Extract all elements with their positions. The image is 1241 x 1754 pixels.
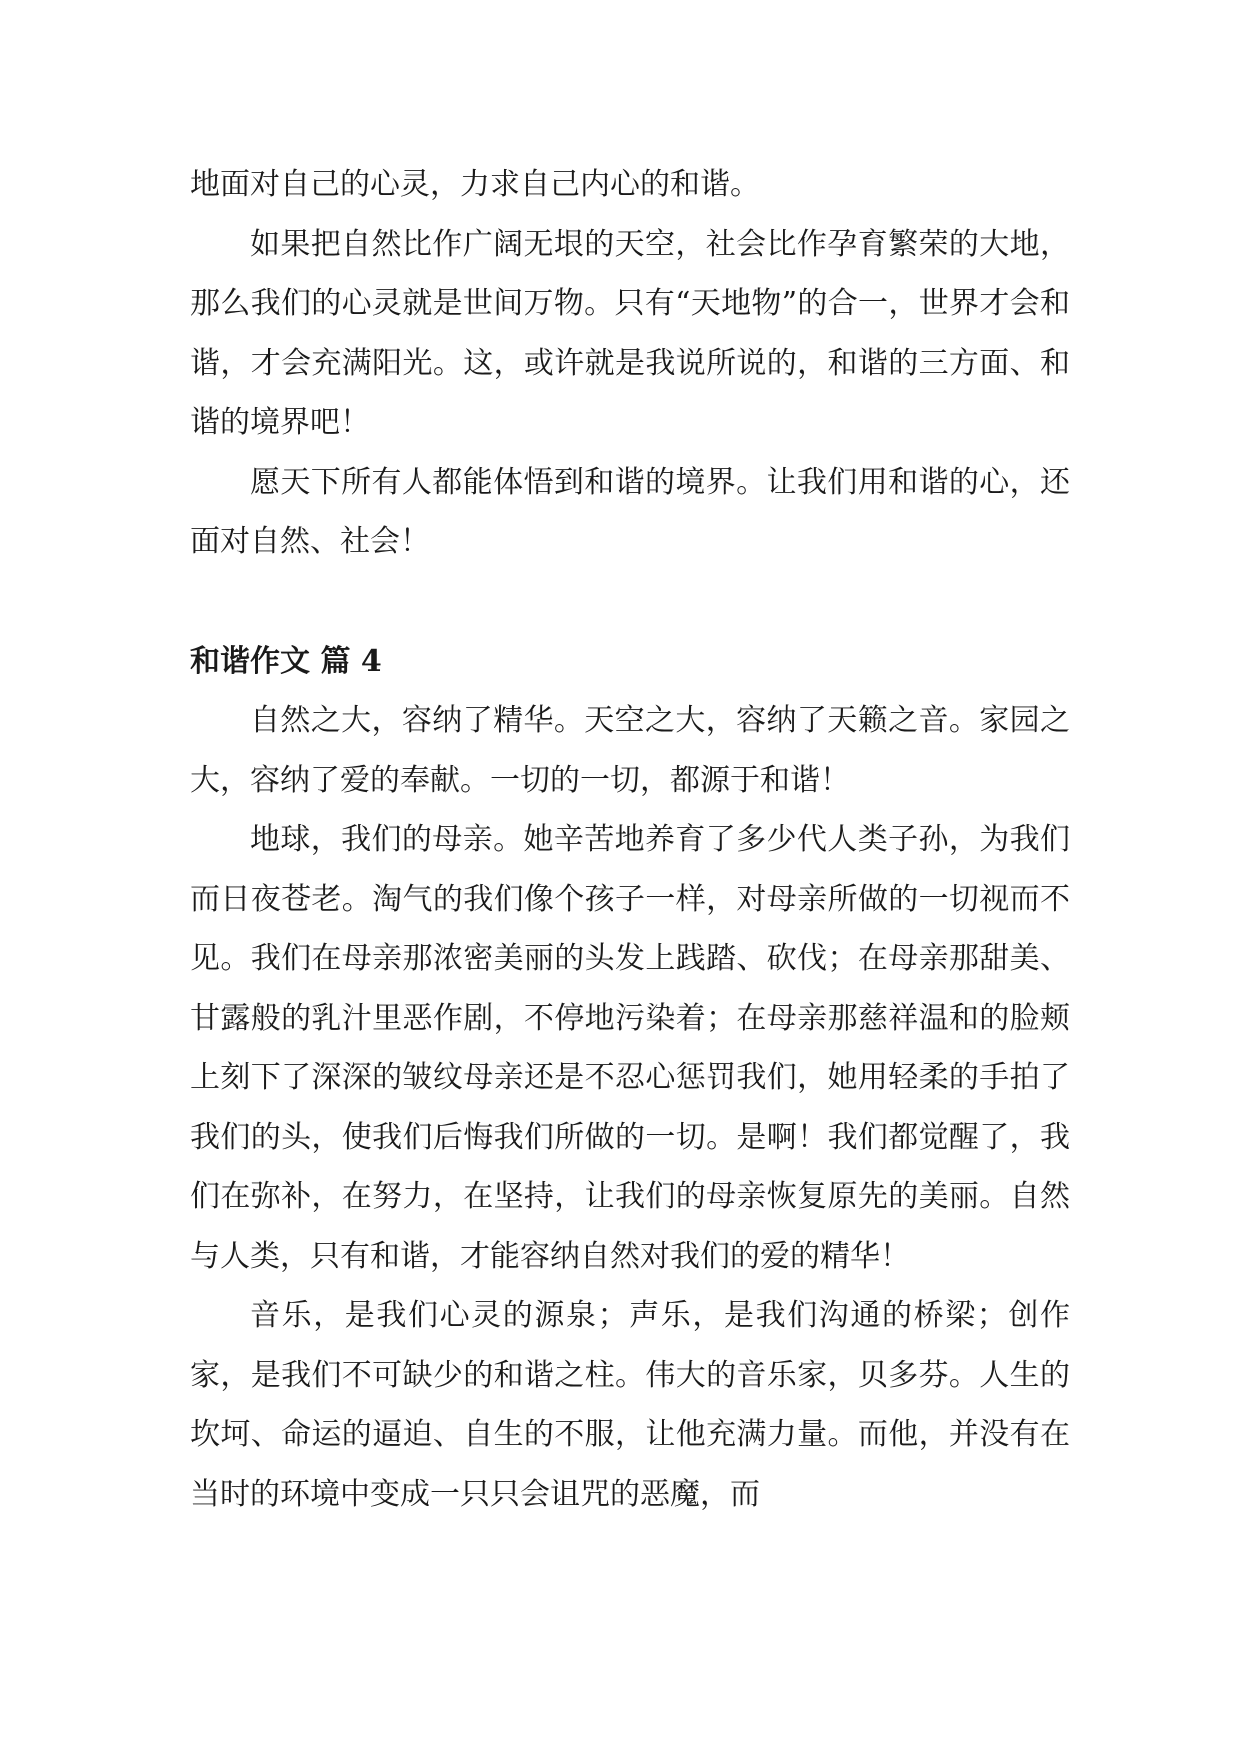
paragraph-wish: 愿天下所有人都能体悟到和谐的境界。让我们用和谐的心，还面对自然、社会！: [190, 464, 1070, 559]
section-heading: 和谐作文 篇 4: [190, 643, 382, 679]
paragraph-earth-mother: 地球，我们的母亲。她辛苦地养育了多少代人类子孙，为我们而日夜苍老。淘气的我们像个孩子一样，对母亲所做的一切视而不见。我们在母亲那浓密美丽的头发上践踏、砍伐；在母亲那甜美、甘露般的乳汁里恶作剧，不停地污染着；在母亲那慈祥温和的脸颊上刻下了深深的皱纹母亲还是不忍心惩罚我们，她用轻柔的手拍了我们的头，使我们后悔我们所做的一切。是啊！我们都觉醒了，我们在弥补，在努力，在坚持，让我们的母亲恢复原先的美丽。自然与人类，只有和谐，才能容纳自然对我们的爱的精华！: [190, 822, 1070, 1274]
paragraph-nature-society-mind: 如果把自然比作广阔无垠的天空，社会比作孕育繁荣的大地，那么我们的心灵就是世间万物。只有“天地物”的合一，世界才会和谐，才会充满阳光。这，或许就是我说所说的，和谐的三方面、和谐的境界吧！: [190, 226, 1070, 440]
paragraph-nature-greatness: 自然之大，容纳了精华。天空之大，容纳了天籁之音。家园之大，容纳了爱的奉献。一切的一切，都源于和谐！: [190, 703, 1070, 798]
paragraph-continued: 地面对自己的心灵，力求自己内心的和谐。: [190, 167, 760, 202]
document-body: [190, 155, 1070, 1524]
paragraph-music: 音乐，是我们心灵的源泉；声乐，是我们沟通的桥梁；创作家，是我们不可缺少的和谐之柱。伟大的音乐家，贝多芬。人生的坎坷、命运的逼迫、自生的不服，让他充满力量。而他，并没有在当时的环境中变成一只只会诅咒的恶魔，而: [190, 1298, 1070, 1512]
